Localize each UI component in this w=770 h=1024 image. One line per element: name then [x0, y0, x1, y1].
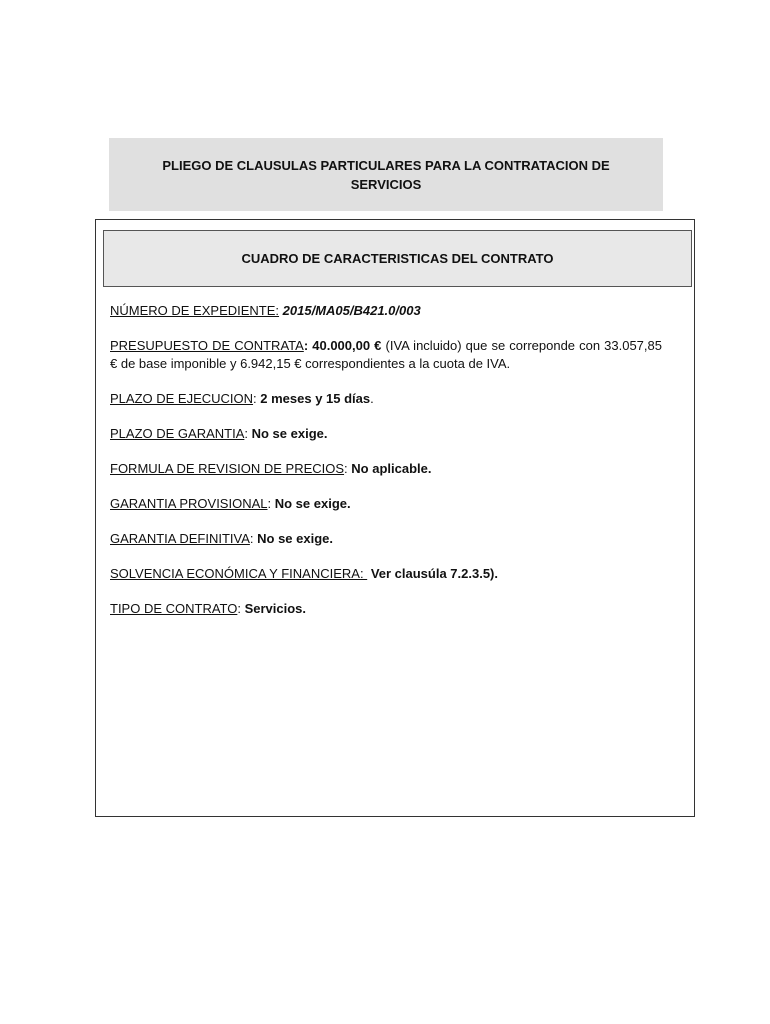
field-garantia-provisional-value: No se exige.: [274, 496, 351, 511]
field-solvencia-label: SOLVENCIA ECONÓMICA Y FINANCIERA:: [110, 566, 368, 581]
field-tipo-contrato-label: TIPO DE CONTRATO: [110, 601, 238, 616]
field-formula-revision-value: No aplicable.: [351, 461, 432, 476]
field-formula-revision: FORMULA DE REVISION DE PRECIOS: No aplicable.: [110, 461, 432, 476]
field-plazo-ejecucion: PLAZO DE EJECUCION: 2 meses y 15 días.: [110, 391, 374, 406]
field-presupuesto-colon: :: [303, 338, 309, 353]
document-title: PLIEGO DE CLAUSULAS PARTICULARES PARA LA CONTRATACION DE SERVICIOS: [162, 157, 610, 192]
field-plazo-ejecucion-label: PLAZO DE EJECUCION: [110, 391, 254, 406]
field-plazo-ejecucion-value: 2 meses y 15 días: [260, 391, 371, 406]
contract-characteristics-frame: [95, 219, 695, 817]
document-title-box: [109, 138, 663, 211]
contract-fields: [110, 302, 662, 635]
field-plazo-garantia: PLAZO DE GARANTIA: No se exige.: [110, 426, 328, 441]
field-tipo-contrato-value: Servicios.: [244, 601, 307, 616]
field-presupuesto: [110, 337, 662, 373]
field-expediente-value: 2015/MA05/B421.0/003: [282, 303, 421, 318]
field-presupuesto-amount: 40.000,00 €: [312, 338, 382, 353]
field-expediente-label: NÚMERO DE EXPEDIENTE:: [110, 303, 280, 318]
field-garantia-definitiva-label: GARANTIA DEFINITIVA: [110, 531, 250, 546]
characteristics-heading: CUADRO DE CARACTERISTICAS DEL CONTRATO: [241, 251, 554, 266]
field-plazo-garantia-value: No se exige.: [251, 426, 328, 441]
field-solvencia: [110, 565, 662, 583]
field-tipo-contrato: TIPO DE CONTRATO: Servicios.: [110, 601, 307, 616]
field-presupuesto-label: PRESUPUESTO DE CONTRATA: [110, 338, 304, 353]
field-garantia-provisional-label: GARANTIA PROVISIONAL: [110, 496, 268, 511]
field-presupuesto-detail: (IVA incluido) que se correponde con 33.057,85 € de base imponible y 6.942,15 € correspondientes a la cuota de IVA.: [110, 338, 662, 371]
characteristics-heading-box: [103, 230, 692, 287]
field-garantia-definitiva: GARANTIA DEFINITIVA: No se exige.: [110, 531, 333, 546]
field-expediente: [110, 302, 662, 320]
field-plazo-garantia-label: PLAZO DE GARANTIA: [110, 426, 245, 441]
field-solvencia-value: Ver clausúla 7.2.3.5).: [370, 566, 499, 581]
field-garantia-provisional: GARANTIA PROVISIONAL: No se exige.: [110, 496, 351, 511]
field-formula-revision-label: FORMULA DE REVISION DE PRECIOS: [110, 461, 345, 476]
field-garantia-definitiva-value: No se exige.: [257, 531, 333, 546]
